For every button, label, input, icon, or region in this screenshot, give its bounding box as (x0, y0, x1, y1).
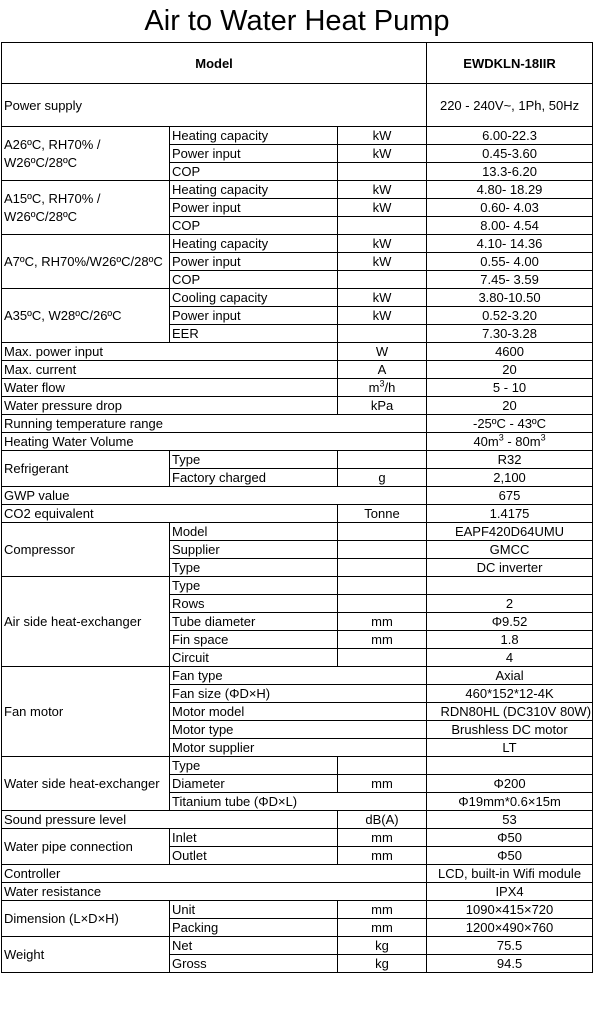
table-row (2, 883, 593, 901)
item-label: Power input (170, 199, 338, 217)
table-row (2, 84, 593, 127)
controller-label: Controller (2, 865, 427, 883)
item-label: Circuit (170, 649, 338, 667)
fan-motor-label: Fan motor (2, 667, 170, 757)
item-label: Fin space (170, 631, 338, 649)
item-label: COP (170, 271, 338, 289)
table-row (2, 379, 593, 397)
value: 1.8 (427, 631, 593, 649)
item-label: EER (170, 325, 338, 343)
water-flow-unit: $m^3/h$ (338, 379, 427, 397)
unit (338, 577, 427, 595)
table-row (2, 865, 593, 883)
item-label: Fan type (170, 667, 427, 685)
value: 4.10- 14.36 (427, 235, 593, 253)
power-supply-label: Power supply (2, 84, 427, 127)
unit: mm (338, 829, 427, 847)
table-row (2, 577, 593, 595)
item-label: Fan size (ΦD×H) (170, 685, 427, 703)
item-label: Power input (170, 145, 338, 163)
unit: kg (338, 955, 427, 973)
refrigerant-label: Refrigerant (2, 451, 170, 487)
weight-label: Weight (2, 937, 170, 973)
value: 75.5 (427, 937, 593, 955)
water-hx-label: Water side heat-exchanger (2, 757, 170, 811)
unit: mm (338, 919, 427, 937)
unit (338, 325, 427, 343)
unit (338, 595, 427, 613)
refrigerant-type-value: R32 (427, 451, 593, 469)
item-label: Cooling capacity (170, 289, 338, 307)
table-row (2, 397, 593, 415)
item-label: Unit (170, 901, 338, 919)
value: EAPF420D64UMU (427, 523, 593, 541)
condition-label: A35ºC, W28ºC/26ºC (2, 289, 170, 343)
unit: mm (338, 847, 427, 865)
table-row (2, 667, 593, 685)
sound-value: 53 (427, 811, 593, 829)
heating-volume-label: Heating Water Volume (2, 433, 427, 451)
value: Φ200 (427, 775, 593, 793)
item-label: Heating capacity (170, 127, 338, 145)
item-label: Diameter (170, 775, 338, 793)
value: 0.45-3.60 (427, 145, 593, 163)
unit (338, 217, 427, 235)
value: 6.00-22.3 (427, 127, 593, 145)
item-label: Titanium tube (ΦD×L) (170, 793, 427, 811)
item-label: Net (170, 937, 338, 955)
table-row (2, 433, 593, 451)
table-row (2, 757, 593, 775)
value: 4.80- 18.29 (427, 181, 593, 199)
value: DC inverter (427, 559, 593, 577)
unit: dB(A) (338, 811, 427, 829)
unit: mm (338, 901, 427, 919)
value: 13.3-6.20 (427, 163, 593, 181)
unit: mm (338, 775, 427, 793)
water-resistance-value: IPX4 (427, 883, 593, 901)
unit (338, 757, 427, 775)
unit (338, 271, 427, 289)
unit: g (338, 469, 427, 487)
table-row (2, 829, 593, 847)
value: GMCC (427, 541, 593, 559)
condition-label: A15ºC, RH70% / W26ºC/28ºC (2, 181, 170, 235)
item-label: Motor type (170, 721, 427, 739)
value: Φ19mm*0.6×15m (427, 793, 593, 811)
item-label: Gross (170, 955, 338, 973)
value: Φ50 (427, 847, 593, 865)
value: 3.80-10.50 (427, 289, 593, 307)
value: 0.52-3.20 (427, 307, 593, 325)
unit: kW (338, 289, 427, 307)
value: 0.55- 4.00 (427, 253, 593, 271)
value: 460*152*12-4K (427, 685, 593, 703)
item-label: Type (170, 559, 338, 577)
table-row (2, 937, 593, 955)
water-pressure-label: Water pressure drop (2, 397, 338, 415)
table-row (2, 127, 593, 145)
page-title: Air to Water Heat Pump (144, 4, 450, 37)
table-row (2, 235, 593, 253)
water-flow-value: 5 - 10 (427, 379, 593, 397)
unit (338, 541, 427, 559)
item-label: Inlet (170, 829, 338, 847)
item-label: Supplier (170, 541, 338, 559)
unit (338, 649, 427, 667)
water-flow-label: Water flow (2, 379, 338, 397)
item-label: Outlet (170, 847, 338, 865)
value: 7.30-3.28 (427, 325, 593, 343)
value: 4 (427, 649, 593, 667)
value: Φ9.52 (427, 613, 593, 631)
heating-volume-value: $40m^3 - 80m^3$ (427, 433, 593, 451)
air-hx-label: Air side heat-exchanger (2, 577, 170, 667)
water-pipe-label: Water pipe connection (2, 829, 170, 865)
dimension-label: Dimension (L×D×H) (2, 901, 170, 937)
value: Φ50 (427, 829, 593, 847)
condition-label: A7ºC, RH70%/W26ºC/28ºC (2, 235, 170, 289)
co2-value: 1.4175 (427, 505, 593, 523)
table-row (2, 181, 593, 199)
running-temp-label: Running temperature range (2, 415, 427, 433)
power-supply-value: 220 - 240V~, 1Ph, 50Hz (427, 84, 593, 127)
value: 7.45- 3.59 (427, 271, 593, 289)
table-row (2, 451, 593, 469)
table-row (2, 523, 593, 541)
refrigerant-charged-value: 2,100 (427, 469, 593, 487)
unit: kW (338, 235, 427, 253)
item-label: Motor model (170, 703, 427, 721)
water-pressure-value: 20 (427, 397, 593, 415)
item-label: Rows (170, 595, 338, 613)
spec-table (1, 42, 593, 973)
unit: kW (338, 307, 427, 325)
unit: kW (338, 145, 427, 163)
item-label: Type (170, 757, 338, 775)
value (427, 577, 593, 595)
max-power-label: Max. power input (2, 343, 338, 361)
unit (338, 559, 427, 577)
value: LT (427, 739, 593, 757)
model-header-label: Model (2, 43, 427, 84)
max-current-label: Max. current (2, 361, 338, 379)
unit: A (338, 361, 427, 379)
unit: Tonne (338, 505, 427, 523)
table-row (2, 415, 593, 433)
unit: kW (338, 181, 427, 199)
item-label: Factory charged (170, 469, 338, 487)
unit: kg (338, 937, 427, 955)
table-header-row (2, 43, 593, 84)
table-row (2, 289, 593, 307)
gwp-value: 675 (427, 487, 593, 505)
item-label: Tube diameter (170, 613, 338, 631)
table-row (2, 901, 593, 919)
table-row (2, 487, 593, 505)
sound-label: Sound pressure level (2, 811, 338, 829)
max-power-value: 4600 (427, 343, 593, 361)
unit: kW (338, 127, 427, 145)
value: 1090×415×720 (427, 901, 593, 919)
value: 94.5 (427, 955, 593, 973)
value: 1200×490×760 (427, 919, 593, 937)
item-label: Heating capacity (170, 181, 338, 199)
unit: kW (338, 199, 427, 217)
unit: mm (338, 613, 427, 631)
item-label: Type (170, 577, 338, 595)
table-row (2, 811, 593, 829)
value: Brushless DC motor (427, 721, 593, 739)
table-row (2, 505, 593, 523)
table-row (2, 361, 593, 379)
unit: W (338, 343, 427, 361)
value: RDN80HL (DC310V 80W) (427, 703, 593, 721)
value: 2 (427, 595, 593, 613)
gwp-label: GWP value (2, 487, 427, 505)
item-label: Heating capacity (170, 235, 338, 253)
value: Axial (427, 667, 593, 685)
unit (338, 523, 427, 541)
item-label: COP (170, 163, 338, 181)
water-resistance-label: Water resistance (2, 883, 427, 901)
co2-label: CO2 equivalent (2, 505, 338, 523)
item-label: Power input (170, 253, 338, 271)
value (427, 757, 593, 775)
item-label: Motor supplier (170, 739, 427, 757)
item-label: COP (170, 217, 338, 235)
value: 0.60- 4.03 (427, 199, 593, 217)
unit (338, 163, 427, 181)
item-label: Packing (170, 919, 338, 937)
controller-value: LCD, built-in Wifi module (427, 865, 593, 883)
model-value: EWDKLN-18IIR (427, 43, 593, 84)
max-current-value: 20 (427, 361, 593, 379)
unit: kW (338, 253, 427, 271)
compressor-label: Compressor (2, 523, 170, 577)
item-label: Type (170, 451, 338, 469)
unit (338, 451, 427, 469)
unit: mm (338, 631, 427, 649)
value: 8.00- 4.54 (427, 217, 593, 235)
condition-label: A26ºC, RH70% / W26ºC/28ºC (2, 127, 170, 181)
item-label: Power input (170, 307, 338, 325)
unit: kPa (338, 397, 427, 415)
running-temp-value: -25ºC - 43ºC (427, 415, 593, 433)
item-label: Model (170, 523, 338, 541)
table-row (2, 343, 593, 361)
